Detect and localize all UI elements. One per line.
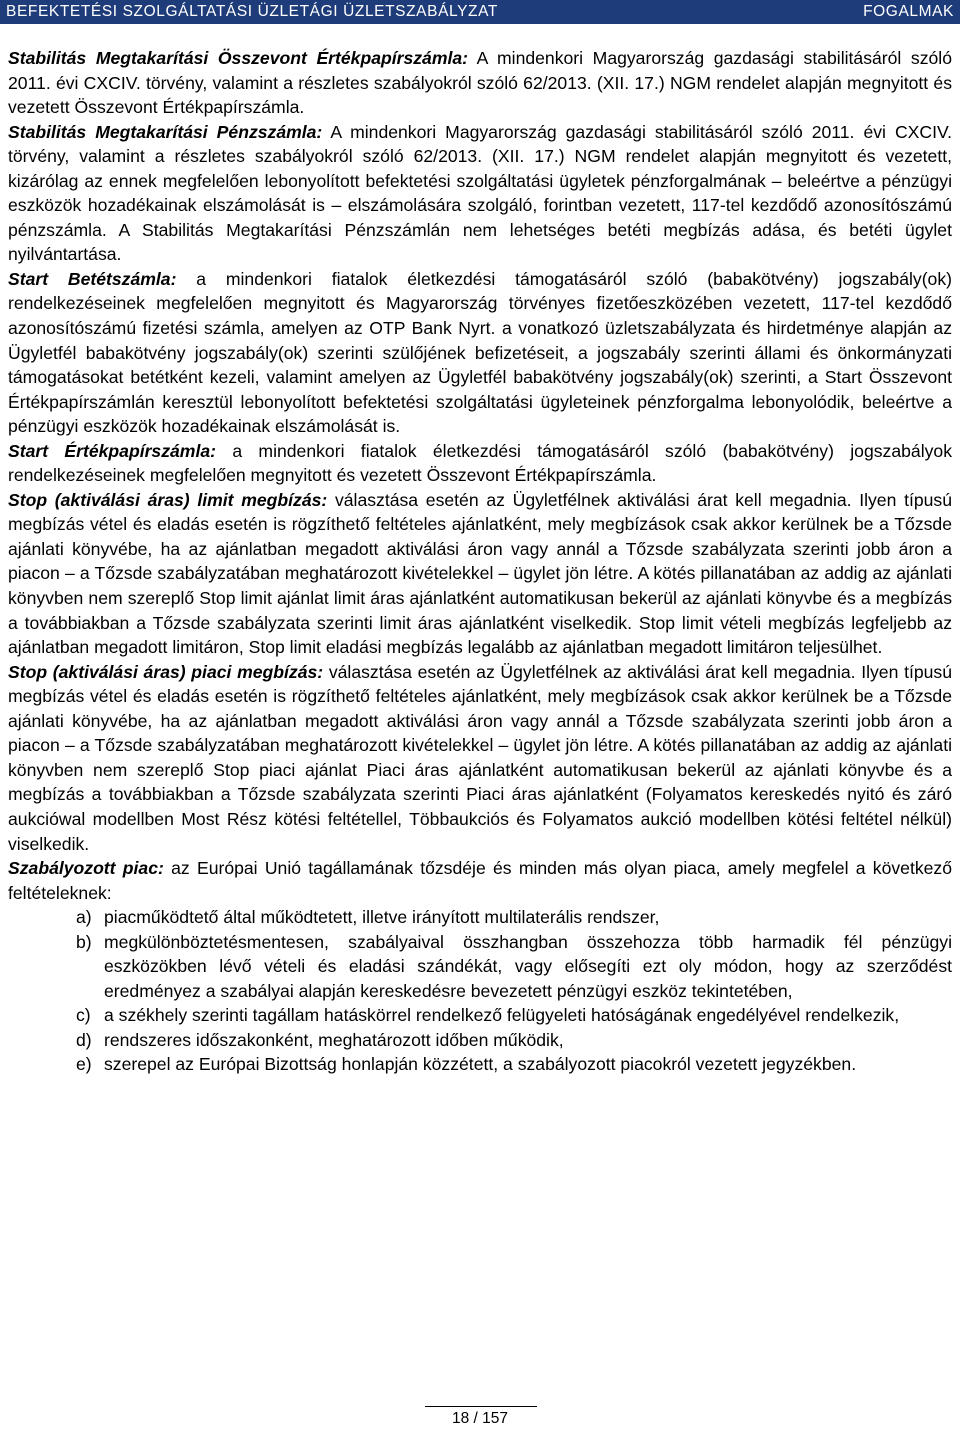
footer-divider xyxy=(425,1406,537,1407)
list-item-text: rendszeres időszakonként, meghatározott időben működik, xyxy=(104,1029,564,1050)
section-title: FOGALMAK xyxy=(863,3,954,20)
list-item-label: a) xyxy=(76,907,92,928)
list-item xyxy=(8,930,952,1004)
definition-term: Start Értékpapírszámla: xyxy=(8,440,216,461)
definition-text: választása esetén az Ügyletfélnek az aktiválási árat kell megadnia. Ilyen típusú megbízás vétel és eladás esetén is rögzíthető feltételes ajánlatként, mely megbízások csak akkor kerülnek be a Tőzsde ajánlati könyvébe, ha az ajánlatban megadott aktiválási áron vagy annál a Tőzsde szabályzata szerinti jobb áron a piacon – a Tőzsde szabályzatában meghatározott kivételekkel – ügylet jön létre. A kötés pillanatában az addig az ajánlati könyvben nem szereplő Stop piaci ajánlat Piaci áras ajánlatként automatikusan bekerül az ajánlati könyvbe és a megbízás a továbbiakban a Tőzsde szabályzata szerinti Piaci áras ajánlatként (Folyamatos kereskedés nyitó és záró aukciówal modellben Most Rész kötési feltétellel, Többaukciós és Folyamatos aukció modellben kötési feltétel nélkül) viselkedik. xyxy=(8,661,953,854)
definition-text: A mindenkori Magyarország gazdasági stabilitásáról szóló 2011. évi CXCIV. törvény, valamint a részletes szabályokról szóló 62/2013. (XII. 17.) NGM rendelet alapján megnyitott és vezetett, kizárólag az ennek megfelelően lebonyolított befektetési szolgáltatási ügyletek pénzforgalmának – beleértve a pénzügyi eszközök hozadékainak elszámolását is – elszámolására szolgáló, forintban vezetett, 117-tel kezdődő azonosítószámú pénzszámla. A Stabilitás Megtakarítási Pénzszámlán nem lehetséges betéti megbízás adása, és betéti ügylet nyilvántartása. xyxy=(8,121,952,265)
page-header xyxy=(0,0,960,24)
list-item-label: e) xyxy=(76,1054,92,1075)
list-item-text: a székhely szerinti tagállam hatáskörrel rendelkező felügyeleti hatóságának engedélyével rendelkezik, xyxy=(104,1005,900,1026)
definition-paragraph xyxy=(8,120,952,267)
definition-term: Szabályozott piac: xyxy=(8,858,164,879)
page-number: 18 / 157 xyxy=(451,1410,509,1427)
definition-term: Stabilitás Megtakarítási Összevont Értékpapírszámla: xyxy=(8,48,469,68)
list-item-label: b) xyxy=(76,931,92,952)
definition-term: Stop (aktiválási áras) piaci megbízás: xyxy=(8,661,324,682)
list-item xyxy=(8,1028,952,1053)
list-item-text: szerepel az Európai Bizottság honlapján közzétett, a szabályozott piacokról vezetett jegyzékben. xyxy=(104,1054,857,1075)
list-item xyxy=(8,1003,952,1028)
definition-paragraph xyxy=(8,856,952,905)
definition-text: a mindenkori fiatalok életkezdési támogatásáról szóló (babakötvény) jogszabályok rendelkezéseinek megfelelően megnyitott és vezetett Összevont Értékpapírszámla. xyxy=(8,440,952,486)
definition-text: a mindenkori fiatalok életkezdési támogatásáról szóló (babakötvény) jogszabály(ok) rendelkezéseinek megfelelően megnyitott és Magyarország törvényes fizetőeszközében vezetett, 117-tel kezdődő azonosítószámú fizetési számla, amelyen az OTP Bank Nyrt. a vonatkozó üzletszabályzata és hirdetménye alapján az Ügyletfél babakötvény jogszabály(ok) szerinti szülőjének befizetéseit, a jogszabály szerinti állami és önkormányzati támogatásokat betétként kezeli, valamint amelyen az Ügyletfél babakötvény jogszabály(ok) szerinti, a Start Összevont Értékpapírszámlán keresztül lebonyolított befektetési szolgáltatási ügyleteinek pénzforgalma lebonyolódik, beleértve a pénzügyi eszközök hozadékainak elszámolását is. xyxy=(8,268,952,437)
list-item xyxy=(8,905,952,930)
list-item-label: c) xyxy=(76,1005,91,1026)
definition-text: A mindenkori Magyarország gazdasági stabilitásáról szóló 2011. évi CXCIV. törvény, valamint a részletes szabályokról szóló 62/2013. (XII. 17.) NGM rendelet alapján megnyitott és vezetett Összevont Értékpapírszámla. xyxy=(8,48,953,118)
definition-paragraph xyxy=(8,267,952,439)
definition-term: Stop (aktiválási áras) limit megbízás: xyxy=(8,489,328,510)
definition-paragraph xyxy=(8,439,952,488)
list-item-text: megkülönböztetésmentesen, szabályaival összhangban összehozza több harmadik fél pénzügyi eszközökben lévő vételi és eladási szándékát, vagy elősegíti ezt oly módon, hogy az szerződést eredményez a szabályai alapján kereskedésre bevezetett pénzügyi eszköz tekintetében, xyxy=(104,931,952,1001)
criteria-list xyxy=(8,905,952,1077)
definition-term: Stabilitás Megtakarítási Pénzszámla: xyxy=(8,121,323,142)
list-item-text: piacműködtető által működtetett, illetve irányított multilaterális rendszer, xyxy=(104,907,660,928)
definition-paragraph xyxy=(8,660,952,856)
document-body xyxy=(8,46,952,1077)
document-title: BEFEKTETÉSI SZOLGÁLTATÁSI ÜZLETÁGI ÜZLETSZABÁLYZAT xyxy=(6,3,498,20)
definition-paragraph xyxy=(8,46,952,120)
definition-paragraph xyxy=(8,488,952,660)
definition-term: Start Betétszámla: xyxy=(8,268,177,289)
definition-text: választása esetén az Ügyletfélnek aktiválási árat kell megadnia. Ilyen típusú megbízás vétel és eladás esetén is rögzíthető feltételes ajánlatként, mely megbízások csak akkor kerülnek be a Tőzsde ajánlati könyvébe, ha az ajánlatban megadott aktiválási áron vagy annál a Tőzsde szabályzata szerinti jobb áron a piacon – a Tőzsde szabályzatában meghatározott kivételekkel – ügylet jön létre. A kötés pillanatában az addig az ajánlati könyvben nem szereplő Stop limit ajánlat limit áras ajánlatként automatikusan bekerül az ajánlati könyvbe és a megbízás a továbbiakban a Tőzsde szabályzata szerinti limit áras ajánlatként viselkedik. Stop limit vételi megbízás legfeljebb az ajánlatban megadott limitáron, Stop limit eladási megbízás legalább az ajánlatban megadott limitáron teljesülhet. xyxy=(8,489,952,658)
list-item-label: d) xyxy=(76,1029,92,1050)
definition-text: az Európai Unió tagállamának tőzsdéje és minden más olyan piaca, amely megfelel a következő feltételeknek: xyxy=(8,858,952,903)
list-item xyxy=(8,1052,952,1077)
